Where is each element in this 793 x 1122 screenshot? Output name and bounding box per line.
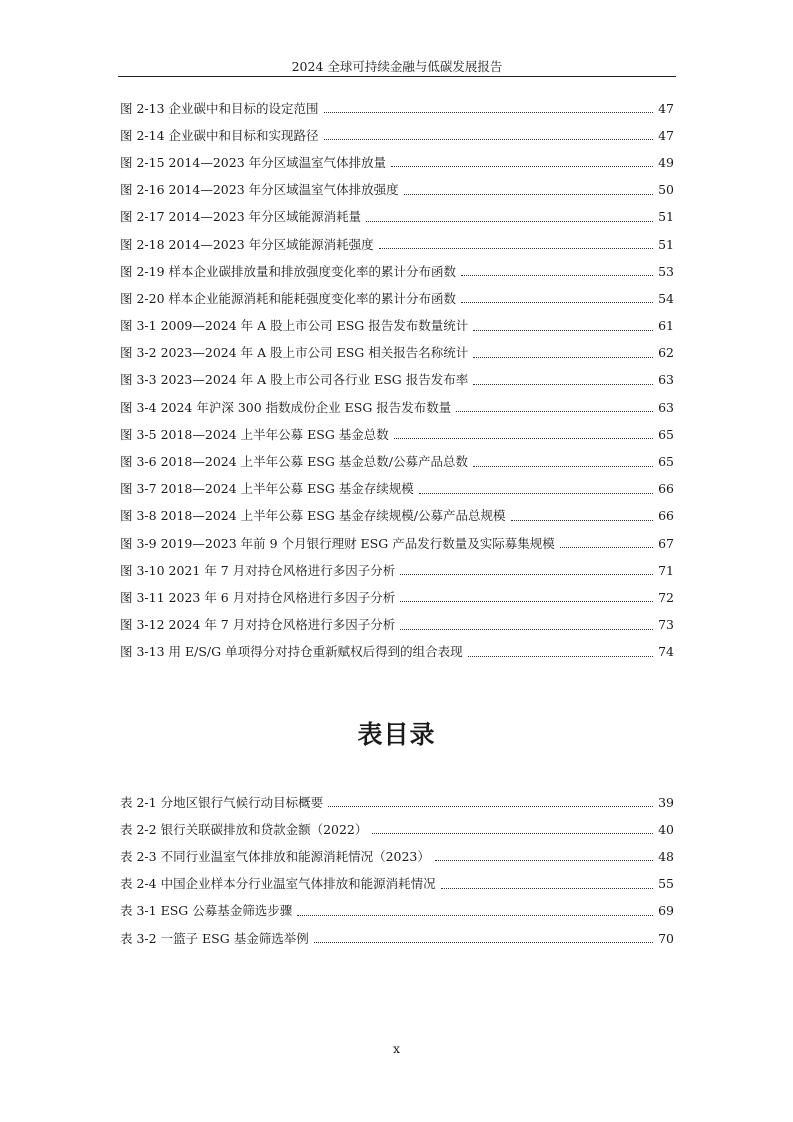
- entry-page: 55: [658, 876, 674, 892]
- entry-page: 69: [658, 903, 674, 919]
- entry-label: 图 3-10 2021 年 7 月对持仓风格进行多因子分析: [120, 562, 396, 578]
- dot-leader: [400, 601, 653, 602]
- entry-label: 图 2-16 2014—2023 年分区域温室气体排放强度: [120, 182, 399, 198]
- entry-page: 48: [658, 848, 674, 864]
- figure-entry[interactable]: [120, 421, 674, 448]
- figure-entry[interactable]: [120, 476, 674, 503]
- figure-entry[interactable]: [120, 612, 674, 639]
- table-entry[interactable]: [120, 789, 674, 816]
- table-entry[interactable]: [120, 898, 674, 925]
- figure-entry[interactable]: [120, 285, 674, 312]
- entry-label: 图 2-15 2014—2023 年分区域温室气体排放量: [120, 154, 387, 170]
- entry-page: 49: [658, 154, 674, 170]
- entry-page: 51: [658, 209, 674, 225]
- entry-page: 71: [658, 562, 674, 578]
- entry-label: 图 3-5 2018—2024 上半年公募 ESG 基金总数: [120, 426, 389, 442]
- entry-page: 54: [658, 290, 674, 306]
- entry-label: 图 2-19 样本企业碳排放量和排放强度变化率的累计分布函数: [120, 263, 457, 279]
- entry-label: 表 2-3 不同行业温室气体排放和能源消耗情况（2023）: [120, 848, 430, 864]
- entry-page: 39: [658, 794, 674, 810]
- figure-entry[interactable]: [120, 122, 674, 149]
- figure-entry[interactable]: [120, 231, 674, 258]
- entry-label: 图 2-13 企业碳中和目标的设定范围: [120, 100, 319, 116]
- entry-label: 图 3-11 2023 年 6 月对持仓风格进行多因子分析: [120, 589, 396, 605]
- entry-page: 70: [658, 930, 674, 946]
- dot-leader: [511, 520, 654, 521]
- figure-entry[interactable]: [120, 340, 674, 367]
- entry-label: 图 3-6 2018—2024 上半年公募 ESG 基金总数/公募产品总数: [120, 454, 469, 470]
- dot-leader: [473, 330, 653, 331]
- header-rule: [118, 76, 676, 77]
- table-list-heading: 表目录: [357, 720, 436, 749]
- dot-leader: [404, 194, 653, 195]
- entry-page: 47: [658, 127, 674, 143]
- dot-leader: [328, 806, 653, 807]
- entry-page: 62: [658, 345, 674, 361]
- entry-label: 表 2-1 分地区银行气候行动目标概要: [120, 794, 324, 810]
- entry-page: 61: [658, 318, 674, 334]
- figure-list: [120, 95, 674, 666]
- entry-page: 47: [658, 100, 674, 116]
- figure-entry[interactable]: [120, 367, 674, 394]
- entry-label: 图 3-3 2023—2024 年 A 股上市公司各行业 ESG 报告发布率: [120, 372, 469, 388]
- entry-page: 73: [658, 617, 674, 633]
- dot-leader: [379, 248, 653, 249]
- entry-label: 图 3-1 2009—2024 年 A 股上市公司 ESG 报告发布数量统计: [120, 318, 469, 334]
- entry-page: 66: [658, 481, 674, 497]
- entry-label: 图 3-2 2023—2024 年 A 股上市公司 ESG 相关报告名称统计: [120, 345, 469, 361]
- entry-page: 72: [658, 589, 674, 605]
- page-number: x: [392, 1041, 401, 1056]
- dot-leader: [400, 574, 653, 575]
- entry-label: 表 3-2 一篮子 ESG 基金筛选举例: [120, 930, 309, 946]
- figure-entry[interactable]: [120, 639, 674, 666]
- dot-leader: [461, 275, 653, 276]
- entry-label: 图 2-20 样本企业能源消耗和能耗强度变化率的累计分布函数: [120, 290, 457, 306]
- figure-entry[interactable]: [120, 394, 674, 421]
- entry-page: 65: [658, 426, 674, 442]
- entry-label: 图 2-17 2014—2023 年分区域能源消耗量: [120, 209, 362, 225]
- dot-leader: [394, 438, 653, 439]
- dot-leader: [400, 629, 653, 630]
- dot-leader: [324, 112, 654, 113]
- figure-entry[interactable]: [120, 177, 674, 204]
- dot-leader: [366, 221, 653, 222]
- entry-page: 40: [658, 821, 674, 837]
- dot-leader: [461, 302, 653, 303]
- figure-entry[interactable]: [120, 557, 674, 584]
- entry-page: 63: [658, 372, 674, 388]
- entry-page: 74: [658, 644, 674, 660]
- entry-label: 图 3-7 2018—2024 上半年公募 ESG 基金存续规模: [120, 481, 414, 497]
- figure-entry[interactable]: [120, 204, 674, 231]
- figure-entry[interactable]: [120, 313, 674, 340]
- figure-entry[interactable]: [120, 530, 674, 557]
- figure-entry[interactable]: [120, 503, 674, 530]
- entry-page: 67: [658, 535, 674, 551]
- dot-leader: [297, 915, 653, 916]
- running-header: 2024 全球可持续金融与低碳发展报告: [291, 59, 503, 74]
- figure-entry[interactable]: [120, 149, 674, 176]
- dot-leader: [473, 384, 653, 385]
- entry-label: 图 3-4 2024 年沪深 300 指数成份企业 ESG 报告发布数量: [120, 399, 452, 415]
- table-list: [120, 789, 674, 952]
- entry-label: 图 3-8 2018—2024 上半年公募 ESG 基金存续规模/公募产品总规模: [120, 508, 506, 524]
- table-entry[interactable]: [120, 925, 674, 952]
- entry-page: 51: [658, 236, 674, 252]
- dot-leader: [473, 357, 653, 358]
- figure-entry[interactable]: [120, 95, 674, 122]
- dot-leader: [314, 942, 653, 943]
- figure-entry[interactable]: [120, 584, 674, 611]
- dot-leader: [324, 139, 654, 140]
- entry-label: 图 3-13 用 E/S/G 单项得分对持仓重新赋权后得到的组合表现: [120, 644, 463, 660]
- entry-page: 63: [658, 399, 674, 415]
- figure-entry[interactable]: [120, 448, 674, 475]
- table-entry[interactable]: [120, 816, 674, 843]
- table-entry[interactable]: [120, 843, 674, 870]
- entry-page: 65: [658, 454, 674, 470]
- entry-label: 图 2-14 企业碳中和目标和实现路径: [120, 127, 319, 143]
- dot-leader: [441, 888, 654, 889]
- entry-label: 图 3-12 2024 年 7 月对持仓风格进行多因子分析: [120, 617, 396, 633]
- entry-label: 表 2-4 中国企业样本分行业温室气体排放和能源消耗情况: [120, 876, 436, 892]
- dot-leader: [560, 547, 653, 548]
- table-entry[interactable]: [120, 871, 674, 898]
- entry-label: 表 3-1 ESG 公募基金筛选步骤: [120, 903, 293, 919]
- dot-leader: [435, 860, 653, 861]
- entry-page: 50: [658, 182, 674, 198]
- entry-page: 66: [658, 508, 674, 524]
- dot-leader: [372, 833, 653, 834]
- dot-leader: [468, 656, 654, 657]
- dot-leader: [419, 493, 653, 494]
- dot-leader: [473, 466, 653, 467]
- figure-entry[interactable]: [120, 258, 674, 285]
- entry-page: 53: [658, 263, 674, 279]
- dot-leader: [456, 411, 653, 412]
- entry-label: 表 2-2 银行关联碳排放和贷款金额（2022）: [120, 821, 368, 837]
- entry-label: 图 3-9 2019—2023 年前 9 个月银行理财 ESG 产品发行数量及实际募集规模: [120, 535, 555, 551]
- entry-label: 图 2-18 2014—2023 年分区域能源消耗强度: [120, 236, 374, 252]
- dot-leader: [391, 166, 653, 167]
